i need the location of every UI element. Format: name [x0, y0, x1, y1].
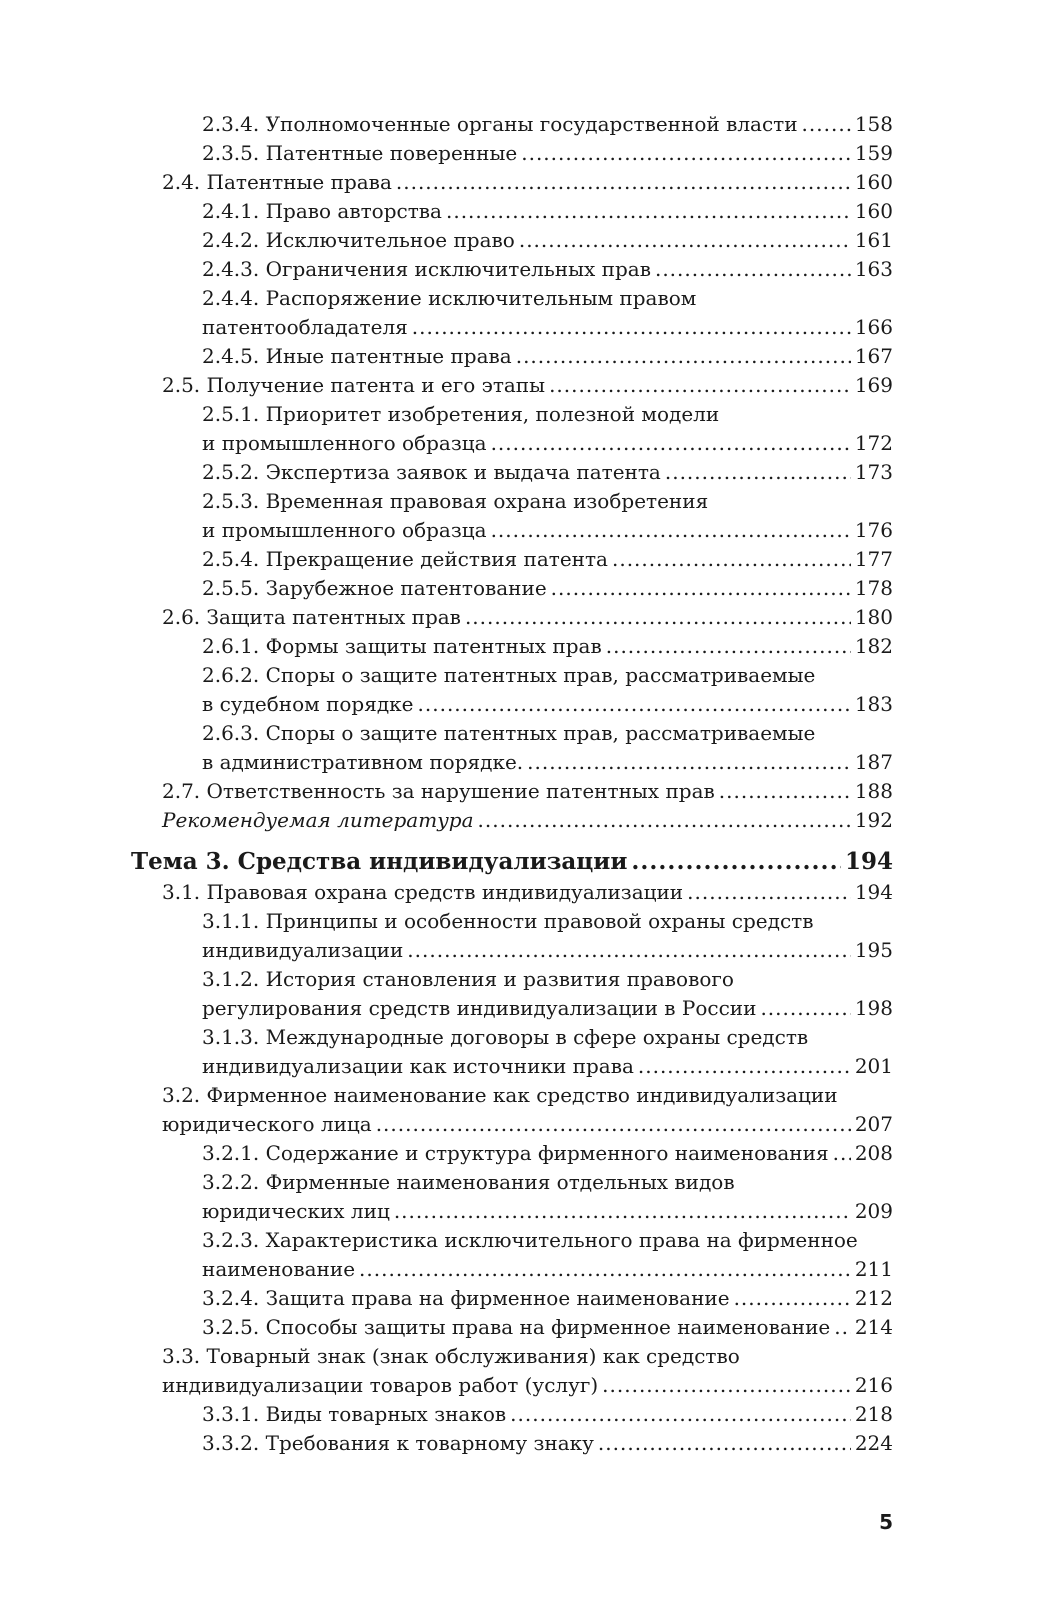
toc-entry	[202, 545, 893, 574]
toc-page-number: 209	[854, 1199, 893, 1223]
dot-leader	[519, 226, 851, 255]
toc-entry-title: 2.4.4. Распоряжение исключительным правом	[202, 286, 697, 310]
toc-page-number: 216	[854, 1373, 893, 1397]
toc-entry-title: 2.5. Получение патента и его этапы	[162, 373, 546, 397]
toc-entry-title: 2.5.4. Прекращение действия патента	[202, 547, 608, 571]
toc-entry	[202, 255, 893, 284]
toc-entry-title: в административном порядке.	[202, 750, 524, 774]
toc-entry	[162, 371, 893, 400]
toc-entry	[202, 1313, 893, 1342]
toc-entry-title: патентообладателя	[202, 315, 408, 339]
dot-leader	[602, 1371, 851, 1400]
dot-leader	[516, 342, 851, 371]
toc-page-number: 159	[854, 141, 893, 165]
toc-entry	[202, 661, 893, 719]
toc-entry-title: 2.4.2. Исключительное право	[202, 228, 515, 252]
toc-entry-title: 2.6. Защита патентных прав	[162, 605, 461, 629]
dot-leader	[376, 1110, 851, 1139]
toc-page-number: 211	[854, 1257, 893, 1281]
toc-entry-title: юридических лиц	[202, 1199, 390, 1223]
toc-entry-title: 3.2.5. Способы защиты права на фирменное наименование	[202, 1315, 831, 1339]
toc-entry-title: 3.2.3. Характеристика исключительного права на фирменное	[202, 1228, 858, 1252]
toc-entry-title: 2.3.4. Уполномоченные органы государственной власти	[202, 112, 798, 136]
toc-entry-title: в судебном порядке	[202, 692, 414, 716]
toc-entry	[202, 1139, 893, 1168]
toc-entry	[202, 965, 893, 1023]
toc-page-number: 188	[854, 779, 893, 803]
dot-leader	[687, 878, 851, 907]
toc-entry	[202, 719, 893, 777]
toc-page-number: 180	[854, 605, 893, 629]
toc-entry	[202, 197, 893, 226]
toc-page-number: 178	[854, 576, 893, 600]
dot-leader	[551, 574, 851, 603]
toc-page-number: 166	[854, 315, 893, 339]
dot-leader	[396, 168, 851, 197]
toc-entry	[162, 168, 893, 197]
dot-leader	[407, 936, 851, 965]
toc-page-number: 160	[854, 170, 893, 194]
toc-page-number: 195	[854, 938, 893, 962]
toc-entry-title: 3.1.1. Принципы и особенности правовой охраны средств	[202, 909, 814, 933]
dot-leader	[394, 1197, 851, 1226]
toc-entry	[162, 878, 893, 907]
dot-leader	[598, 1429, 851, 1458]
toc-entry	[202, 1284, 893, 1313]
toc-entry-title: индивидуализации	[202, 938, 404, 962]
toc-entry-title: 2.5.1. Приоритет изобретения, полезной модели	[202, 402, 720, 426]
toc-page-number: 218	[854, 1402, 893, 1426]
toc-entry-title: 2.4.3. Ограничения исключительных прав	[202, 257, 651, 281]
dot-leader	[655, 255, 851, 284]
toc-entry-title: 3.3.2. Требования к товарному знаку	[202, 1431, 594, 1455]
table-of-contents	[0, 110, 1043, 1458]
dot-leader	[606, 632, 851, 661]
toc-page-number: 207	[854, 1112, 893, 1136]
toc-entry-title: 3.1.3. Международные договоры в сфере охраны средств	[202, 1025, 809, 1049]
toc-entry-title: юридического лица	[162, 1112, 372, 1136]
toc-page-number: 194	[844, 848, 893, 875]
toc-entry	[162, 777, 893, 806]
toc-page-number: 173	[854, 460, 893, 484]
toc-page-number: 169	[854, 373, 893, 397]
toc-page-number: 224	[854, 1431, 893, 1455]
toc-entry	[202, 1400, 893, 1429]
toc-entry-title: индивидуализации товаров работ (услуг)	[162, 1373, 599, 1397]
dot-leader	[412, 313, 851, 342]
toc-page-number: 183	[854, 692, 893, 716]
toc-chapter-heading	[131, 845, 893, 878]
toc-entry-title: 2.5.2. Экспертиза заявок и выдача патента	[202, 460, 661, 484]
toc-entry-title: 2.5.5. Зарубежное патентование	[202, 576, 547, 600]
toc-entry-title: Тема 3. Средства индивидуализации	[131, 848, 628, 875]
toc-entry	[162, 806, 893, 835]
toc-page-number: 194	[854, 880, 893, 904]
dot-leader	[834, 1313, 851, 1342]
toc-entry	[202, 1023, 893, 1081]
toc-entry-title: и промышленного образца	[202, 431, 487, 455]
toc-entry	[202, 458, 893, 487]
dot-leader	[734, 1284, 851, 1313]
dot-leader	[802, 110, 851, 139]
toc-entry-title: 3.3. Товарный знак (знак обслуживания) как средство	[162, 1344, 740, 1368]
toc-entry-title: и промышленного образца	[202, 518, 487, 542]
toc-page-number: 212	[854, 1286, 893, 1310]
page-number: 5	[879, 1510, 893, 1534]
dot-leader	[527, 748, 851, 777]
toc-entry	[202, 1226, 893, 1284]
toc-entry	[202, 342, 893, 371]
dot-leader	[521, 139, 851, 168]
dot-leader	[549, 371, 851, 400]
toc-entry-title: индивидуализации как источники права	[202, 1054, 634, 1078]
dot-leader	[760, 994, 850, 1023]
toc-entry-title: 2.5.3. Временная правовая охрана изобретения	[202, 489, 709, 513]
toc-entry	[202, 1168, 893, 1226]
toc-page-number: 201	[854, 1054, 893, 1078]
dot-leader	[465, 603, 851, 632]
toc-entry	[162, 1081, 893, 1139]
toc-entry	[202, 139, 893, 168]
toc-page-number: 214	[854, 1315, 893, 1339]
dot-leader	[665, 458, 851, 487]
dot-leader	[418, 690, 851, 719]
toc-entry	[202, 907, 893, 965]
dot-leader	[491, 429, 851, 458]
toc-page-number: 163	[854, 257, 893, 281]
toc-page-number: 208	[854, 1141, 893, 1165]
toc-page-number: 187	[854, 750, 893, 774]
toc-entry	[202, 632, 893, 661]
toc-entry	[202, 487, 893, 545]
toc-entry	[202, 110, 893, 139]
toc-entry	[162, 1342, 893, 1400]
dot-leader	[359, 1255, 851, 1284]
toc-entry	[202, 284, 893, 342]
toc-page-number: 192	[854, 808, 893, 832]
toc-entry-title: 3.3.1. Виды товарных знаков	[202, 1402, 507, 1426]
toc-entry-title: Рекомендуемая литература	[162, 808, 474, 832]
toc-page-number: 167	[854, 344, 893, 368]
toc-page-number: 177	[854, 547, 893, 571]
toc-entry-title: 2.3.5. Патентные поверенные	[202, 141, 518, 165]
toc-entry-title: 3.1. Правовая охрана средств индивидуализации	[162, 880, 684, 904]
toc-entry-title: 2.6.3. Споры о защите патентных прав, рассматриваемые	[202, 721, 816, 745]
dot-leader	[833, 1139, 851, 1168]
dot-leader	[719, 777, 851, 806]
toc-entry-title: 2.4. Патентные права	[162, 170, 392, 194]
toc-entry	[162, 603, 893, 632]
dot-leader	[446, 197, 851, 226]
dot-leader	[612, 545, 851, 574]
dot-leader	[631, 845, 841, 878]
toc-entry	[202, 1429, 893, 1458]
toc-entry	[202, 226, 893, 255]
toc-page-number: 182	[854, 634, 893, 658]
toc-entry-title: 2.6.2. Споры о защите патентных прав, рассматриваемые	[202, 663, 816, 687]
toc-entry-title: 3.2. Фирменное наименование как средство индивидуализации	[162, 1083, 838, 1107]
toc-entry-title: 2.4.5. Иные патентные права	[202, 344, 512, 368]
toc-page-number: 198	[854, 996, 893, 1020]
toc-page-number: 172	[854, 431, 893, 455]
toc-entry-title: 3.2.1. Содержание и структура фирменного наименования	[202, 1141, 829, 1165]
toc-page-number: 176	[854, 518, 893, 542]
dot-leader	[491, 516, 851, 545]
toc-entry-title: 2.7. Ответственность за нарушение патентных прав	[162, 779, 715, 803]
toc-entry-title: 2.4.1. Право авторства	[202, 199, 442, 223]
toc-entry	[202, 574, 893, 603]
toc-entry-title: 3.1.2. История становления и развития правового	[202, 967, 734, 991]
dot-leader	[478, 806, 851, 835]
toc-entry-title: 3.2.4. Защита права на фирменное наименование	[202, 1286, 730, 1310]
toc-entry-title: регулирования средств индивидуализации в России	[202, 996, 757, 1020]
toc-entry-title: наименование	[202, 1257, 356, 1281]
toc-page-number: 161	[854, 228, 893, 252]
toc-entry-title: 2.6.1. Формы защиты патентных прав	[202, 634, 602, 658]
toc-entry	[202, 400, 893, 458]
toc-page-number: 158	[854, 112, 893, 136]
dot-leader	[510, 1400, 851, 1429]
dot-leader	[638, 1052, 851, 1081]
toc-entry-title: 3.2.2. Фирменные наименования отдельных видов	[202, 1170, 735, 1194]
toc-page-number: 160	[854, 199, 893, 223]
